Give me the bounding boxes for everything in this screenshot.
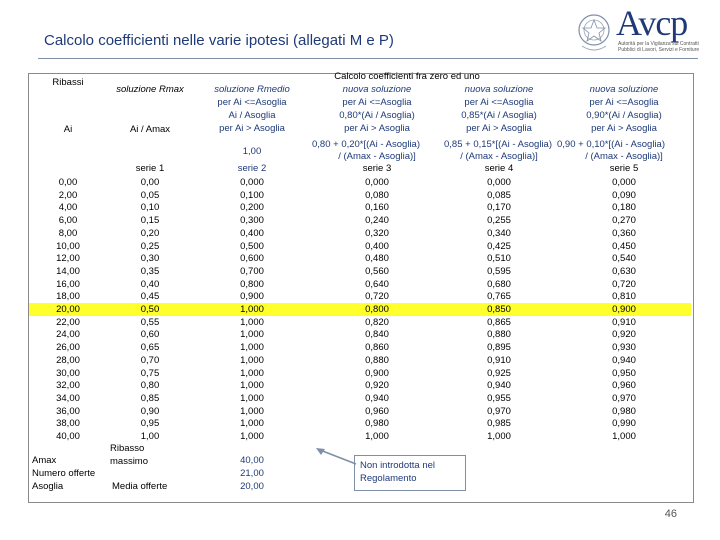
header-serie3: serie 3 [362,163,392,174]
header-serie2: serie 2 [237,163,267,174]
label-media-offerte: Media offerte [112,481,168,492]
header-group: Calcolo coefficienti fra zero ed uno [334,71,480,82]
table-cell-serie2: 1,000 [240,354,264,366]
table-cell-serie5: 0,180 [612,202,636,214]
table-cell-serie4: 0,955 [487,392,511,404]
header-s4-title: nuova soluzione [464,84,534,95]
header-s3-l1: per Ai <=Asoglia [342,97,412,108]
table-cell-serie5: 0,940 [612,354,636,366]
table-cell-serie1: 1,00 [140,431,160,442]
table-cell-serie1: 0,50 [140,304,160,315]
header-s5-l5: / (Amax - Asoglia)] [585,151,663,162]
table-cell-ribasso: 4,00 [58,202,78,214]
table-cell-serie4: 0,910 [487,354,511,366]
header-rmedio-l4: 1,00 [242,146,262,157]
table-cell-serie3: 0,980 [365,418,389,430]
note-line-1: Non introdotta nel [360,460,435,471]
table-cell-serie3: 0,960 [365,405,389,417]
table-cell-ribasso: 32,00 [56,380,80,392]
table-cell-serie3: 0,860 [365,342,389,354]
table-cell-ribasso: 0,00 [58,177,78,188]
table-cell-serie2: 1,000 [240,367,264,379]
label-asoglia: Asoglia [32,481,64,492]
header-serie5: serie 5 [609,163,639,174]
table-cell-serie5: 0,980 [612,405,636,417]
table-cell-serie1: 0,10 [140,202,160,214]
table-cell-ribasso: 24,00 [56,329,80,341]
table-cell-serie4: 0,340 [487,227,511,239]
table-cell-serie3: 0,000 [365,177,389,188]
table-cell-serie4: 0,000 [487,177,511,188]
label-amax: Amax [32,455,57,466]
table-cell-serie4: 0,970 [487,405,511,417]
header-serie1: serie 1 [135,163,165,174]
table-cell-serie4: 0,895 [487,342,511,354]
value-asoglia: 20,00 [240,481,264,492]
header-s3-l5: / (Amax - Asoglia)] [338,151,416,162]
table-cell-serie4: 0,925 [487,367,511,379]
table-cell-serie5: 0,960 [612,380,636,392]
page-title: Calcolo coefficienti nelle varie ipotesi (allegati M e P) [44,32,394,49]
table-cell-serie4: 0,170 [487,202,511,214]
table-cell-serie3: 1,000 [365,431,389,442]
table-cell-serie1: 0,05 [140,189,160,201]
header-s4-l3: per Ai > Asoglia [466,123,532,134]
table-cell-serie5: 0,990 [612,418,636,430]
table-cell-ribasso: 6,00 [58,215,78,227]
table-cell-serie5: 0,090 [612,189,636,201]
table-cell-serie5: 0,900 [612,304,636,315]
table-cell-serie1: 0,65 [140,342,160,354]
table-cell-serie5: 0,910 [612,316,636,328]
table-cell-serie4: 0,940 [487,380,511,392]
table-cell-serie2: 0,300 [240,215,264,227]
emblem-icon [576,10,612,54]
table-cell-serie1: 0,25 [140,240,160,252]
table-cell-serie2: 0,700 [240,265,264,277]
table-cell-serie1: 0,75 [140,367,160,379]
header-s4-l1: per Ai <=Asoglia [464,97,534,108]
table-cell-serie2: 1,000 [240,392,264,404]
table-cell-ribasso: 36,00 [56,405,80,417]
table-cell-ribasso: 16,00 [56,278,80,290]
table-cell-serie1: 0,90 [140,405,160,417]
table-cell-serie2: 0,100 [240,189,264,201]
table-cell-serie5: 0,360 [612,227,636,239]
table-cell-serie3: 0,900 [365,367,389,379]
table-cell-serie1: 0,15 [140,215,160,227]
table-cell-serie5: 0,000 [612,177,636,188]
table-cell-ribasso: 38,00 [56,418,80,430]
table-cell-serie3: 0,840 [365,329,389,341]
header-ai: Ai [63,124,73,135]
table-cell-serie2: 0,500 [240,240,264,252]
table-cell-serie1: 0,20 [140,227,160,239]
table-cell-serie1: 0,55 [140,316,160,328]
table-cell-serie4: 0,255 [487,215,511,227]
table-cell-serie1: 0,45 [140,291,160,303]
table-cell-serie1: 0,60 [140,329,160,341]
table-cell-serie4: 0,765 [487,291,511,303]
label-ribasso: Ribasso [110,443,145,454]
table-cell-serie4: 0,865 [487,316,511,328]
table-cell-ribasso: 34,00 [56,392,80,404]
header-ribassi: Ribassi [52,77,84,88]
table-cell-ribasso: 26,00 [56,342,80,354]
value-numero-offerte: 21,00 [240,468,264,479]
table-cell-serie4: 0,510 [487,253,511,265]
table-cell-serie2: 0,600 [240,253,264,265]
arrow-icon [312,446,358,466]
label-numero-offerte: Numero offerte [32,468,96,479]
table-cell-serie2: 1,000 [240,431,264,442]
table-cell-serie3: 0,160 [365,202,389,214]
table-cell-serie2: 0,200 [240,202,264,214]
table-cell-serie2: 0,900 [240,291,264,303]
table-cell-ribasso: 20,00 [56,304,80,315]
page-number: 46 [664,508,677,520]
table-cell-serie2: 1,000 [240,405,264,417]
table-cell-serie1: 0,35 [140,265,160,277]
table-cell-serie5: 0,450 [612,240,636,252]
table-cell-serie5: 0,930 [612,342,636,354]
table-cell-serie5: 0,540 [612,253,636,265]
table-cell-serie2: 0,800 [240,278,264,290]
table-cell-serie3: 0,640 [365,278,389,290]
table-cell-ribasso: 30,00 [56,367,80,379]
table-cell-serie3: 0,560 [365,265,389,277]
header-s3-l4: 0,80 + 0,20*[(Ai - Asoglia) [312,139,420,150]
table-cell-serie4: 0,880 [487,329,511,341]
note-line-2: Regolamento [360,473,417,484]
header-rmedio: soluzione Rmedio [214,84,290,95]
table-cell-serie3: 0,080 [365,189,389,201]
table-cell-serie2: 1,000 [240,316,264,328]
table-cell-serie2: 1,000 [240,342,264,354]
header-s4-l4: 0,85 + 0,15*[(Ai - Asoglia) [444,139,552,150]
header-s3-l3: per Ai > Asoglia [344,123,410,134]
table-cell-ribasso: 40,00 [56,431,80,442]
table-cell-serie3: 0,720 [365,291,389,303]
table-cell-serie5: 0,970 [612,392,636,404]
header-s5-l2: 0,90*(Ai / Asoglia) [586,110,662,121]
logo-subtitle: Autorità per la Vigilanza sui Contratti Pubblici di Lavori, Servizi e Forniture [618,41,700,53]
label-massimo: massimo [110,456,149,467]
table-cell-serie5: 1,000 [612,431,636,442]
header-rmedio-l2: Ai / Asoglia [228,110,276,121]
table-cell-serie2: 1,000 [240,304,264,315]
logo-brand: Avcp [616,3,688,43]
table-cell-serie4: 0,085 [487,189,511,201]
table-cell-serie5: 0,270 [612,215,636,227]
table-cell-serie2: 0,400 [240,227,264,239]
table-cell-serie5: 0,630 [612,265,636,277]
table-cell-serie2: 1,000 [240,418,264,430]
table-cell-serie5: 0,810 [612,291,636,303]
header-s4-l5: / (Amax - Asoglia)] [460,151,538,162]
header-s5-l1: per Ai <=Asoglia [589,97,659,108]
table-cell-serie1: 0,95 [140,418,160,430]
table-cell-serie1: 0,30 [140,253,160,265]
table-cell-ribasso: 22,00 [56,316,80,328]
table-cell-serie1: 0,85 [140,392,160,404]
header-ai-amax: Ai / Amax [129,124,171,135]
table-cell-serie4: 0,425 [487,240,511,252]
table-cell-serie2: 0,000 [240,177,264,188]
table-cell-ribasso: 14,00 [56,265,80,277]
table-cell-serie3: 0,880 [365,354,389,366]
table-cell-serie5: 0,720 [612,278,636,290]
table-cell-serie3: 0,800 [365,304,389,315]
table-cell-serie4: 1,000 [487,431,511,442]
header-s5-l4: 0,90 + 0,10*[(Ai - Asoglia) [557,139,665,150]
table-cell-serie3: 0,920 [365,380,389,392]
table-cell-serie3: 0,940 [365,392,389,404]
table-cell-serie3: 0,400 [365,240,389,252]
header-rmedio-l1: per Ai <=Asoglia [217,97,287,108]
header-serie4: serie 4 [484,163,514,174]
table-cell-serie3: 0,320 [365,227,389,239]
table-cell-serie3: 0,820 [365,316,389,328]
table-cell-serie4: 0,850 [487,304,511,315]
table-cell-ribasso: 2,00 [58,189,78,201]
table-cell-serie1: 0,00 [140,177,160,188]
table-cell-serie3: 0,240 [365,215,389,227]
table-cell-serie1: 0,70 [140,354,160,366]
table-cell-serie4: 0,680 [487,278,511,290]
header-s5-title: nuova soluzione [589,84,659,95]
table-cell-serie4: 0,985 [487,418,511,430]
table-cell-ribasso: 18,00 [56,291,80,303]
table-cell-ribasso: 12,00 [56,253,80,265]
value-amax: 40,00 [240,455,264,466]
table-cell-serie2: 1,000 [240,329,264,341]
header-rmedio-l3: per Ai > Asoglia [219,123,285,134]
table-cell-ribasso: 8,00 [58,227,78,239]
header-s3-title: nuova soluzione [342,84,412,95]
table-cell-serie4: 0,595 [487,265,511,277]
table-cell-ribasso: 10,00 [56,240,80,252]
header-s5-l3: per Ai > Asoglia [591,123,657,134]
header-s3-l2: 0,80*(Ai / Asoglia) [339,110,415,121]
header-rmax: soluzione Rmax [116,84,184,95]
avcp-logo [574,3,706,60]
table-cell-serie3: 0,480 [365,253,389,265]
table-cell-serie5: 0,920 [612,329,636,341]
table-cell-serie5: 0,950 [612,367,636,379]
table-cell-serie1: 0,40 [140,278,160,290]
table-cell-serie2: 1,000 [240,380,264,392]
table-cell-ribasso: 28,00 [56,354,80,366]
table-cell-serie1: 0,80 [140,380,160,392]
header-s4-l2: 0,85*(Ai / Asoglia) [461,110,537,121]
